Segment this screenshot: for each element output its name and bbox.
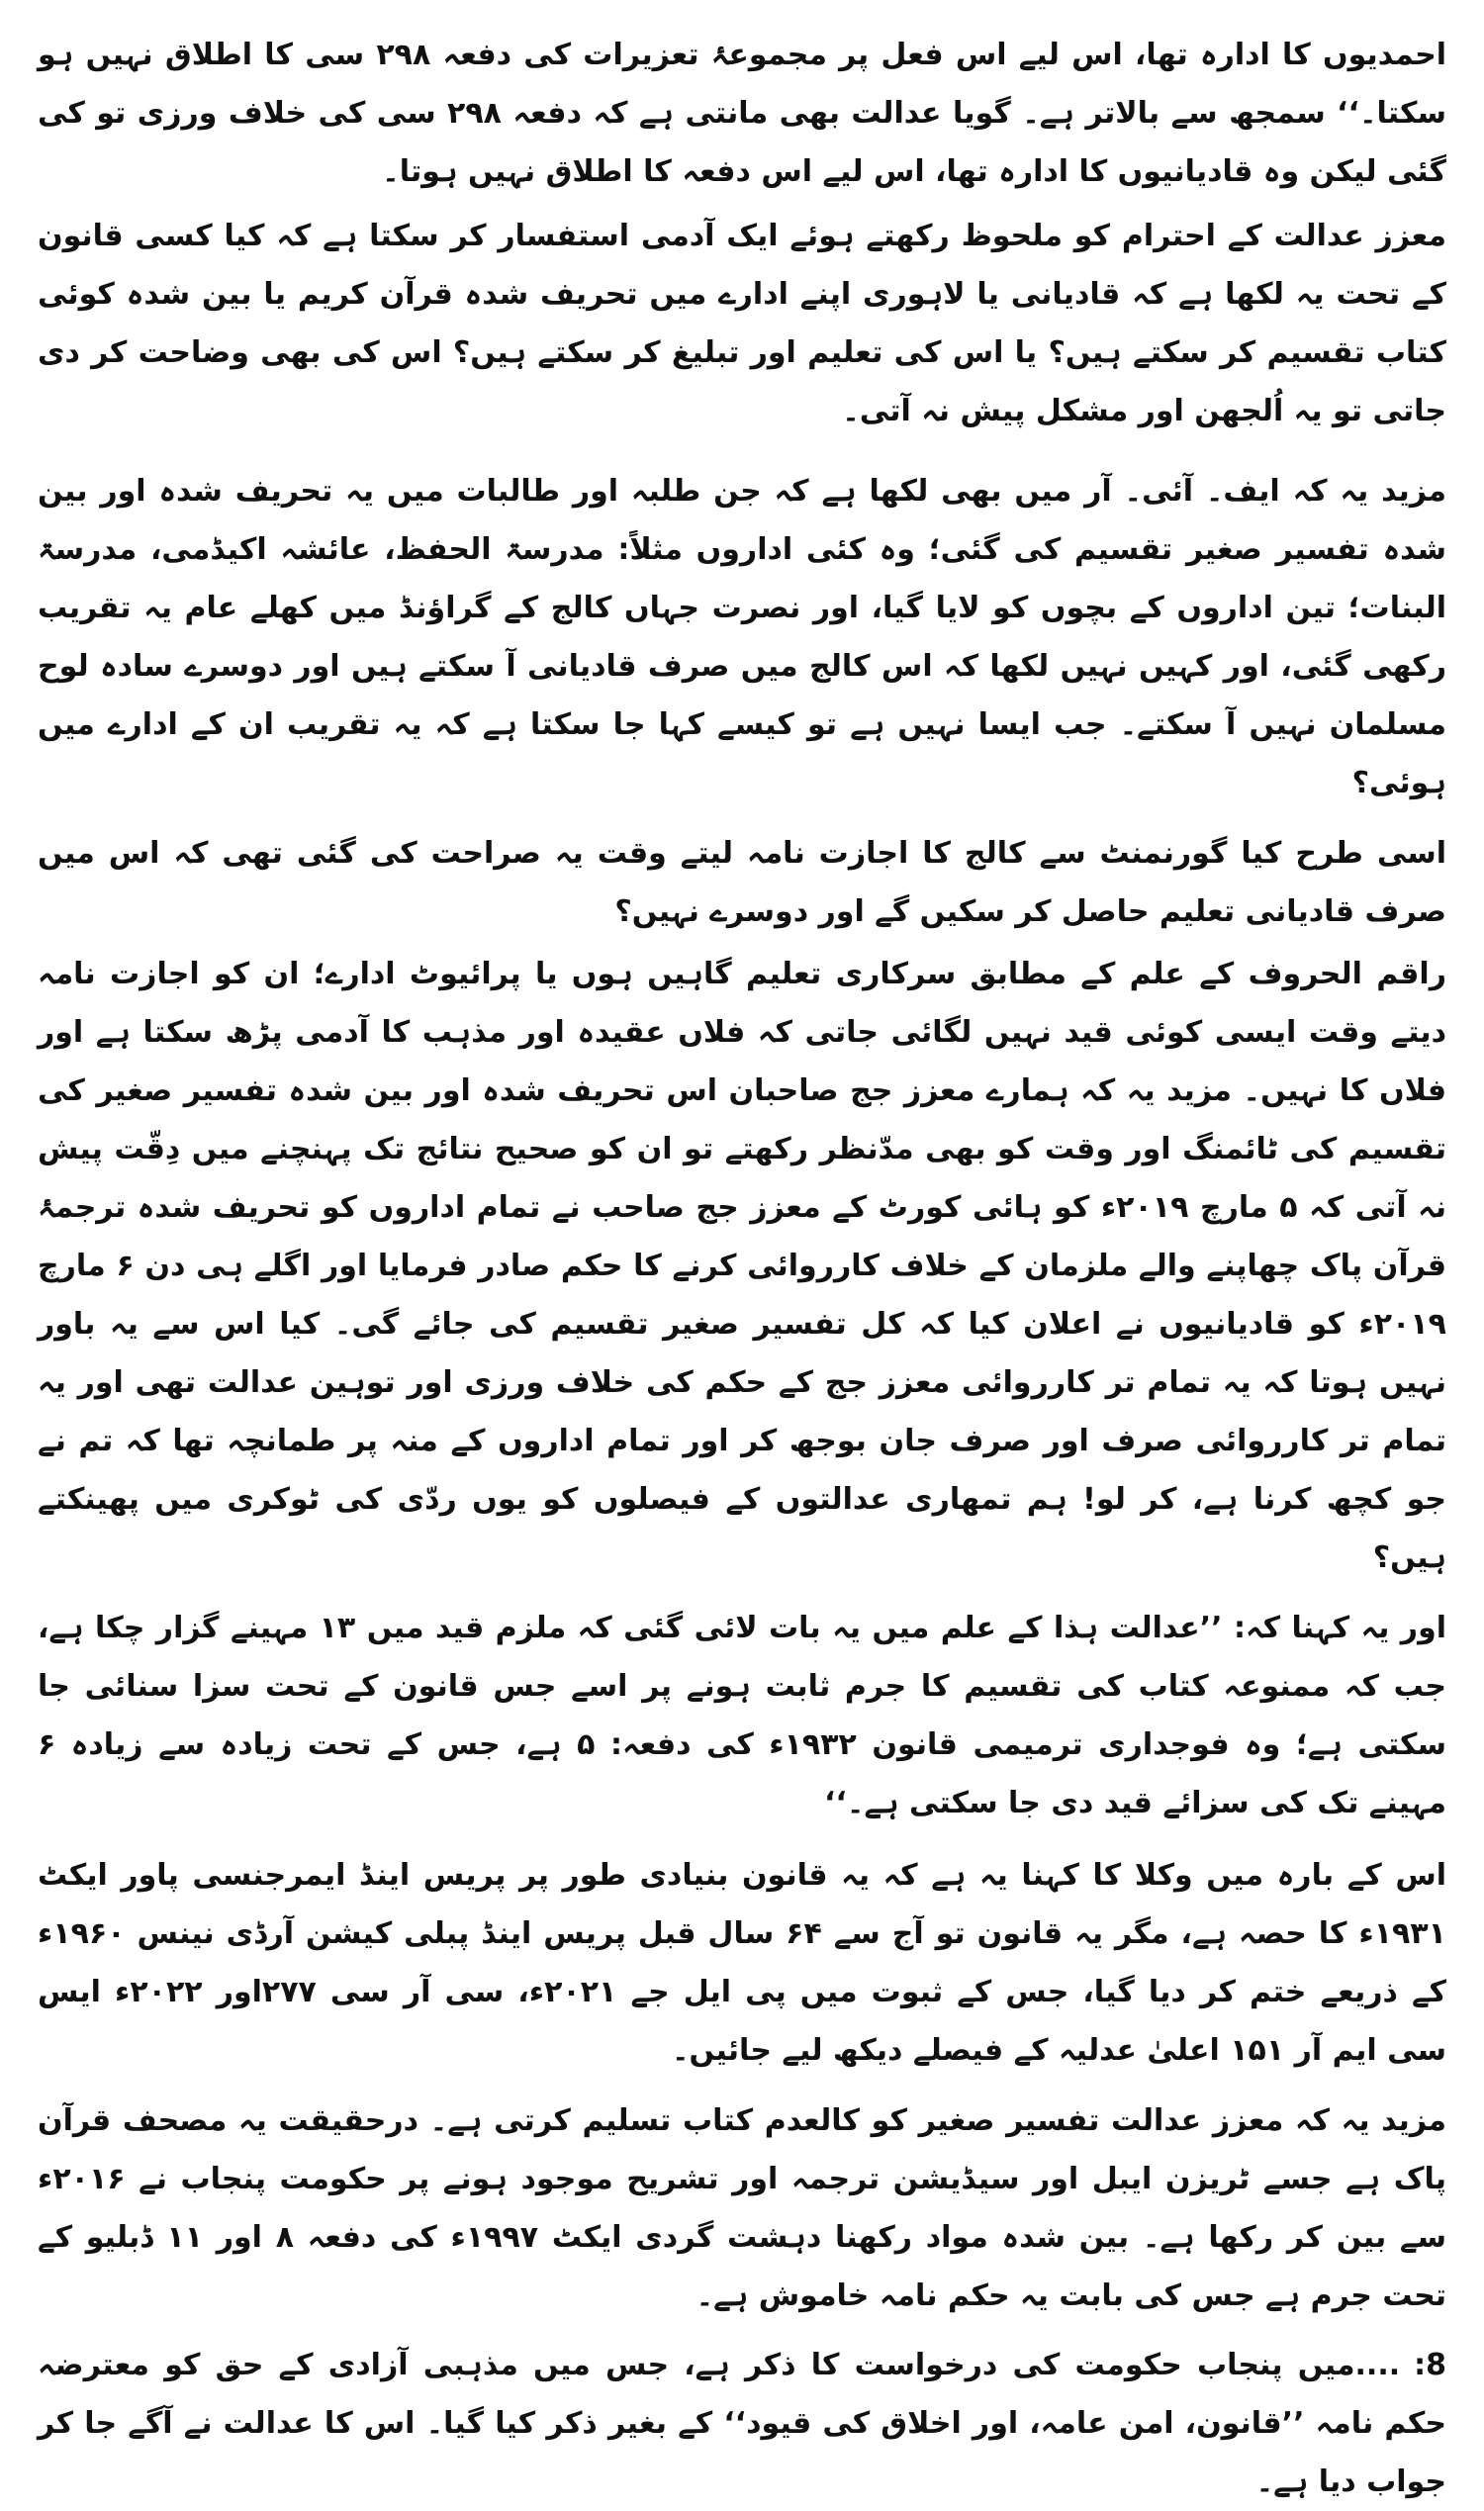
- paragraph-8-text: مزید یہ کہ معزز عدالت تفسیر صغیر کو کالعدم کتاب تسلیم کرتی ہے۔ درحقیقت یہ مصحف قرآن پاک ہے جسے ٹریزن ایبل اور سیڈیشن ترجمہ اور تشریح موجود ہونے پر حکومت پنجاب نے ۲۰۱۶ء سے بین کر رکھا ہے۔ بین شدہ مواد رکھنا دہشت گردی ایکٹ ۱۹۹۷ء کی دفعہ ۸ اور ۱۱ ڈبلیو کے تحت جرم ہے جس کی بابت یہ حکم نامہ خاموش ہے۔: [38, 2103, 1447, 2313]
- paragraph-7-text: اس کے بارہ میں وکلا کا کہنا یہ ہے کہ یہ قانون بنیادی طور پر پریس اینڈ ایمرجنسی پاور ایکٹ ۱۹۳۱ء کا حصہ ہے، مگر یہ قانون تو آج سے ۶۴ سال قبل پریس اینڈ پبلی کیشن آرڈی نینس ۱۹۶۰ء کے ذریعے ختم کر دیا گیا، جس کے ثبوت میں پی ایل جے ۲۰۲۱ء، سی آر سی ۲۷۷اور ۲۰۲۲ء ایس سی ایم آر ۱۵۱ اعلیٰ عدلیہ کے فیصلے دیکھ لیے جائیں۔: [38, 1858, 1446, 2068]
- paragraph-6-text: اور یہ کہنا کہ: ’’عدالت ہذا کے علم میں یہ بات لائی گئی کہ ملزم قید میں ۱۳ مہینے گزار چکا ہے، جب کہ ممنوعہ کتاب کی تقسیم کا جرم ثابت ہونے پر اسے جس قانون کے تحت سزا سنائی جا سکتی ہے؛ وہ فوجداری ترمیمی قانون ۱۹۳۲ء کی دفعہ: ۵ ہے، جس کے تحت زیادہ سے زیادہ ۶ مہینے تک کی سزائے قید دی جا سکتی ہے۔‘‘: [38, 1611, 1447, 1820]
- paragraph-2: [38, 207, 1446, 440]
- paragraph-8: [38, 2092, 1446, 2325]
- paragraph-5-text: راقم الحروف کے علم کے مطابق سرکاری تعلیم گاہیں ہوں یا پرائیوٹ ادارے؛ ان کو اجازت نامہ دیتے وقت ایسی کوئی قید نہیں لگائی جاتی کہ فلاں عقیدہ اور مذہب کا آدمی پڑھ سکتا ہے اور فلاں کا نہیں۔ مزید یہ کہ ہمارے معزز جج صاحبان اس تحریف شدہ اور بین شدہ تفسیر صغیر کی تقسیم کی ٹائمنگ اور وقت کو بھی مدّنظر رکھتے تو ان کو صحیح نتائج تک پہنچنے میں دِقّت پیش نہ آتی کہ ۵ مارچ ۲۰۱۹ء کو ہائی کورٹ کے معزز جج صاحب نے تمام اداروں کو تحریف شدہ ترجمۂ قرآن پاک چھاپنے والے ملزمان کے خلاف کارروائی کرنے کا حکم صادر فرمایا اور اگلے ہی دن ۶ مارچ ۲۰۱۹ء کو قادیانیوں نے اعلان کیا کہ کل تفسیر صغیر تقسیم کی جائے گی۔ کیا اس سے یہ باور نہیں ہوتا کہ یہ تمام تر کارروائی معزز جج کے حکم کی خلاف ورزی اور توہین عدالت تھی اور یہ تمام تر کارروائی صرف اور صرف جان بوجھ کر اور تمام اداروں کے منہ پر طمانچہ تھا کہ تم نے جو کچھ کرنا ہے، کر لو! ہم تمھاری عدالتوں کے فیصلوں کو یوں ردّی کی ٹوکری میں پھینکتے ہیں؟: [38, 957, 1446, 1575]
- paragraph-9: [38, 2336, 1446, 2511]
- paragraph-1-text: احمدیوں کا ادارہ تھا، اس لیے اس فعل پر مجموعۂ تعزیرات کی دفعہ ۲۹۸ سی کا اطلاق نہیں ہو سکتا۔‘‘ سمجھ سے بالاتر ہے۔ گویا عدالت بھی مانتی ہے کہ دفعہ ۲۹۸ سی کی خلاف ورزی تو کی گئی لیکن وہ قادیانیوں کا ادارہ تھا، اس لیے اس دفعہ کا اطلاق نہیں ہوتا۔: [38, 38, 1446, 189]
- paragraph-9-number: 8:: [1414, 2348, 1446, 2382]
- paragraph-1: [38, 26, 1446, 201]
- paragraph-7: [38, 1846, 1446, 2080]
- paragraph-5: [38, 945, 1446, 1587]
- paragraph-6: [38, 1599, 1446, 1832]
- paragraph-4-text: اسی طرح کیا گورنمنٹ سے کالج کا اجازت نامہ لیتے وقت یہ صراحت کی گئی تھی کہ اس میں صرف قادیانی تعلیم حاصل کر سکیں گے اور دوسرے نہیں؟: [38, 836, 1446, 929]
- paragraph-4: [38, 824, 1446, 941]
- paragraph-9-text: ....میں پنجاب حکومت کی درخواست کا ذکر ہے، جس میں مذہبی آزادی کے حق کو معترضہ حکم نامہ ’’قانون، امن عامہ، اور اخلاق کی قیود‘‘ کے بغیر ذکر کیا گیا۔ اس کا عدالت نے آگے جا کر جواب دیا ہے۔: [38, 2348, 1446, 2499]
- paragraph-3-text: مزید یہ کہ ایف۔ آئی۔ آر میں بھی لکھا ہے کہ جن طلبہ اور طالبات میں یہ تحریف شدہ اور بین شدہ تفسیر صغیر تقسیم کی گئی؛ وہ کئی اداروں مثلاً: مدرسۃ الحفظ، عائشہ اکیڈمی، مدرسۃ البنات؛ تین اداروں کے بچوں کو لایا گیا، اور نصرت جہاں کالج کے گراؤنڈ میں کھلے عام یہ تقریب رکھی گئی، اور کہیں نہیں لکھا کہ اس کالج میں صرف قادیانی آ سکتے ہیں اور دوسرے سادہ لوح مسلمان نہیں آ سکتے۔ جب ایسا نہیں ہے تو کیسے کہا جا سکتا ہے کہ یہ تقریب ان کے ادارے میں ہوئی؟: [38, 474, 1446, 800]
- paragraph-2-text: معزز عدالت کے احترام کو ملحوظ رکھتے ہوئے ایک آدمی استفسار کر سکتا ہے کہ کیا کسی قانون کے تحت یہ لکھا ہے کہ قادیانی یا لاہوری اپنے ادارے میں تحریف شدہ قرآن کریم یا بین شدہ کوئی کتاب تقسیم کر سکتے ہیں؟ یا اس کی تعلیم اور تبلیغ کر سکتے ہیں؟ اس کی بھی وضاحت کر دی جاتی تو یہ اُلجھن اور مشکل پیش نہ آتی۔: [38, 219, 1446, 428]
- paragraph-3: [38, 462, 1446, 812]
